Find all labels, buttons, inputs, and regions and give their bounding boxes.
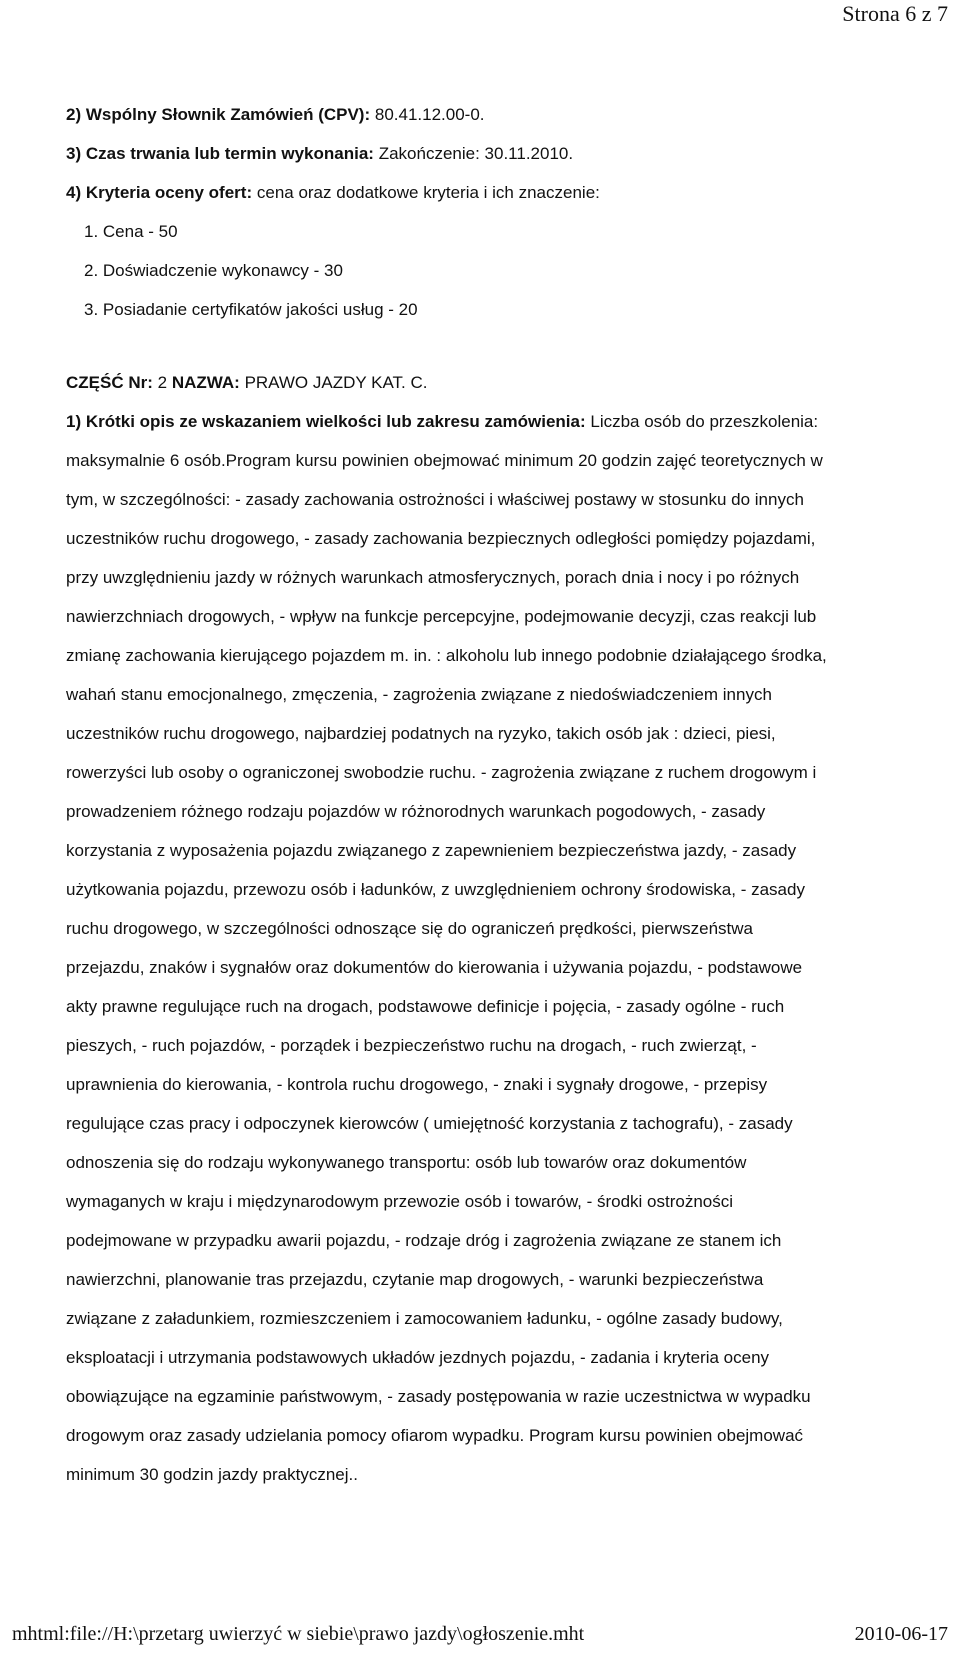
description-text-line: ruchu drogowego, w szczególności odnoszące się do ograniczeń prędkości, pierwszeństwa	[66, 919, 753, 938]
description-block	[66, 411, 936, 1503]
description-text-line: obowiązujące na egzaminie państwowym, - zasady postępowania w razie uczestnictwa w wypadku	[66, 1387, 811, 1406]
criteria-item: 1. Cena - 50	[84, 222, 178, 241]
print-date: 2010-06-17	[854, 1623, 948, 1645]
duration-line	[66, 143, 936, 182]
criteria-line	[66, 182, 936, 221]
description-text-line: regulujące czas pracy i odpoczynek kierowców ( umiejętność korzystania z tachografu), - zasady	[66, 1114, 793, 1133]
description-text-line: rowerzyści lub osoby o ograniczonej swobodzie ruchu. - zagrożenia związane z ruchem drogowym i	[66, 763, 817, 782]
description-text-line: przejazdu, znaków i sygnałów oraz dokumentów do kierowania i używania pojazdu, - podstawowe	[66, 958, 803, 977]
description-text-line: minimum 30 godzin jazdy praktycznej..	[66, 1465, 358, 1484]
description-text-line: drogowym oraz zasady udzielania pomocy ofiarom wypadku. Program kursu powinien obejmować	[66, 1426, 804, 1445]
source-path: mhtml:file://H:\przetarg uwierzyć w siebie\prawo jazdy\ogłoszenie.mht	[12, 1623, 585, 1645]
part-number: 2	[157, 373, 168, 392]
criteria-item: 2. Doświadczenie wykonawcy - 30	[84, 261, 343, 280]
description-line	[66, 411, 936, 450]
cpv-label: 2) Wspólny Słownik Zamówień (CPV):	[66, 105, 371, 124]
description-text-line: tym, w szczególności: - zasady zachowania ostrożności i właściwej postawy w stosunku do innych	[66, 490, 804, 509]
description-text: Liczba osób do przeszkolenia:	[590, 412, 819, 431]
part-heading	[66, 372, 936, 411]
description-text-line: uprawnienia do kierowania, - kontrola ruchu drogowego, - znaki i sygnały drogowe, - przepisy	[66, 1075, 768, 1094]
name-label: NAZWA:	[171, 373, 240, 392]
spacer	[66, 338, 936, 372]
description-text-line: wahań stanu emocjonalnego, zmęczenia, - zagrożenia związane z niedoświadczeniem innych	[66, 685, 772, 704]
description-text-line: związane z załadunkiem, rozmieszczeniem i zamocowaniem ładunku, - ogólne zasady budowy,	[66, 1309, 783, 1328]
description-text-line: nawierzchniach drogowych, - wpływ na funkcje percepcyjne, podejmowanie decyzji, czas reakcji lub	[66, 607, 817, 626]
description-text-line: odnoszenia się do rodzaju wykonywanego transportu: osób lub towarów oraz dokumentów	[66, 1153, 747, 1172]
duration-value: Zakończenie: 30.11.2010.	[378, 144, 574, 163]
description-text-line: uczestników ruchu drogowego, najbardziej podatnych na ryzyko, takich osób jak : dzieci, piesi,	[66, 724, 776, 743]
description-text-line: pieszych, - ruch pojazdów, - porządek i bezpieczeństwo ruchu na drogach, - ruch zwierząt, -	[66, 1036, 757, 1055]
description-lines	[66, 450, 936, 1503]
description-label: 1) Krótki opis ze wskazaniem wielkości lub zakresu zamówienia:	[66, 412, 586, 431]
description-text-line: korzystania z wyposażenia pojazdu związanego z zapewnieniem bezpieczeństwa jazdy, - zasady	[66, 841, 797, 860]
description-text-line: akty prawne regulujące ruch na drogach, podstawowe definicje i pojęcia, - zasady ogólne - ruch	[66, 997, 785, 1016]
description-text-line: użytkowania pojazdu, przewozu osób i ładunków, z uwzględnieniem ochrony środowiska, - zasady	[66, 880, 805, 899]
name-value: PRAWO JAZDY KAT. C.	[244, 373, 428, 392]
description-text-line: nawierzchni, planowanie tras przejazdu, czytanie map drogowych, - warunki bezpieczeństwa	[66, 1270, 764, 1289]
cpv-line	[66, 104, 936, 143]
description-text-line: wymaganych w kraju i międzynarodowym przewozie osób i towarów, - środki ostrożności	[66, 1192, 734, 1211]
description-text-line: prowadzeniem różnego rodzaju pojazdów w różnorodnych warunkach pogodowych, - zasady	[66, 802, 766, 821]
description-text-line: przy uwzględnieniu jazdy w różnych warunkach atmosferycznych, porach dnia i nocy i po różnych	[66, 568, 800, 587]
description-text-line: maksymalnie 6 osób.Program kursu powinien obejmować minimum 20 godzin zajęć teoretycznych w	[66, 451, 823, 470]
description-text-line: zmianę zachowania kierującego pojazdem m. in. : alkoholu lub innego podobnie działającego środka,	[66, 646, 827, 665]
description-text-line: uczestników ruchu drogowego, - zasady zachowania bezpiecznych odległości pomiędzy pojazdami,	[66, 529, 816, 548]
criteria-label: 4) Kryteria oceny ofert:	[66, 183, 253, 202]
description-text-line: podejmowane w przypadku awarii pojazdu, - rodzaje dróg i zagrożenia związane ze stanem ich	[66, 1231, 782, 1250]
part-label: CZĘŚĆ Nr:	[66, 373, 153, 392]
document-body	[66, 104, 936, 1503]
criteria-item: 3. Posiadanie certyfikatów jakości usług - 20	[84, 300, 418, 319]
page-indicator: Strona 6 z 7	[842, 1, 948, 26]
description-text-line: eksploatacji i utrzymania podstawowych układów jezdnych pojazdu, - zadania i kryteria oceny	[66, 1348, 770, 1367]
cpv-value: 80.41.12.00-0.	[374, 105, 485, 124]
criteria-value: cena oraz dodatkowe kryteria i ich znaczenie:	[256, 183, 600, 202]
duration-label: 3) Czas trwania lub termin wykonania:	[66, 144, 374, 163]
